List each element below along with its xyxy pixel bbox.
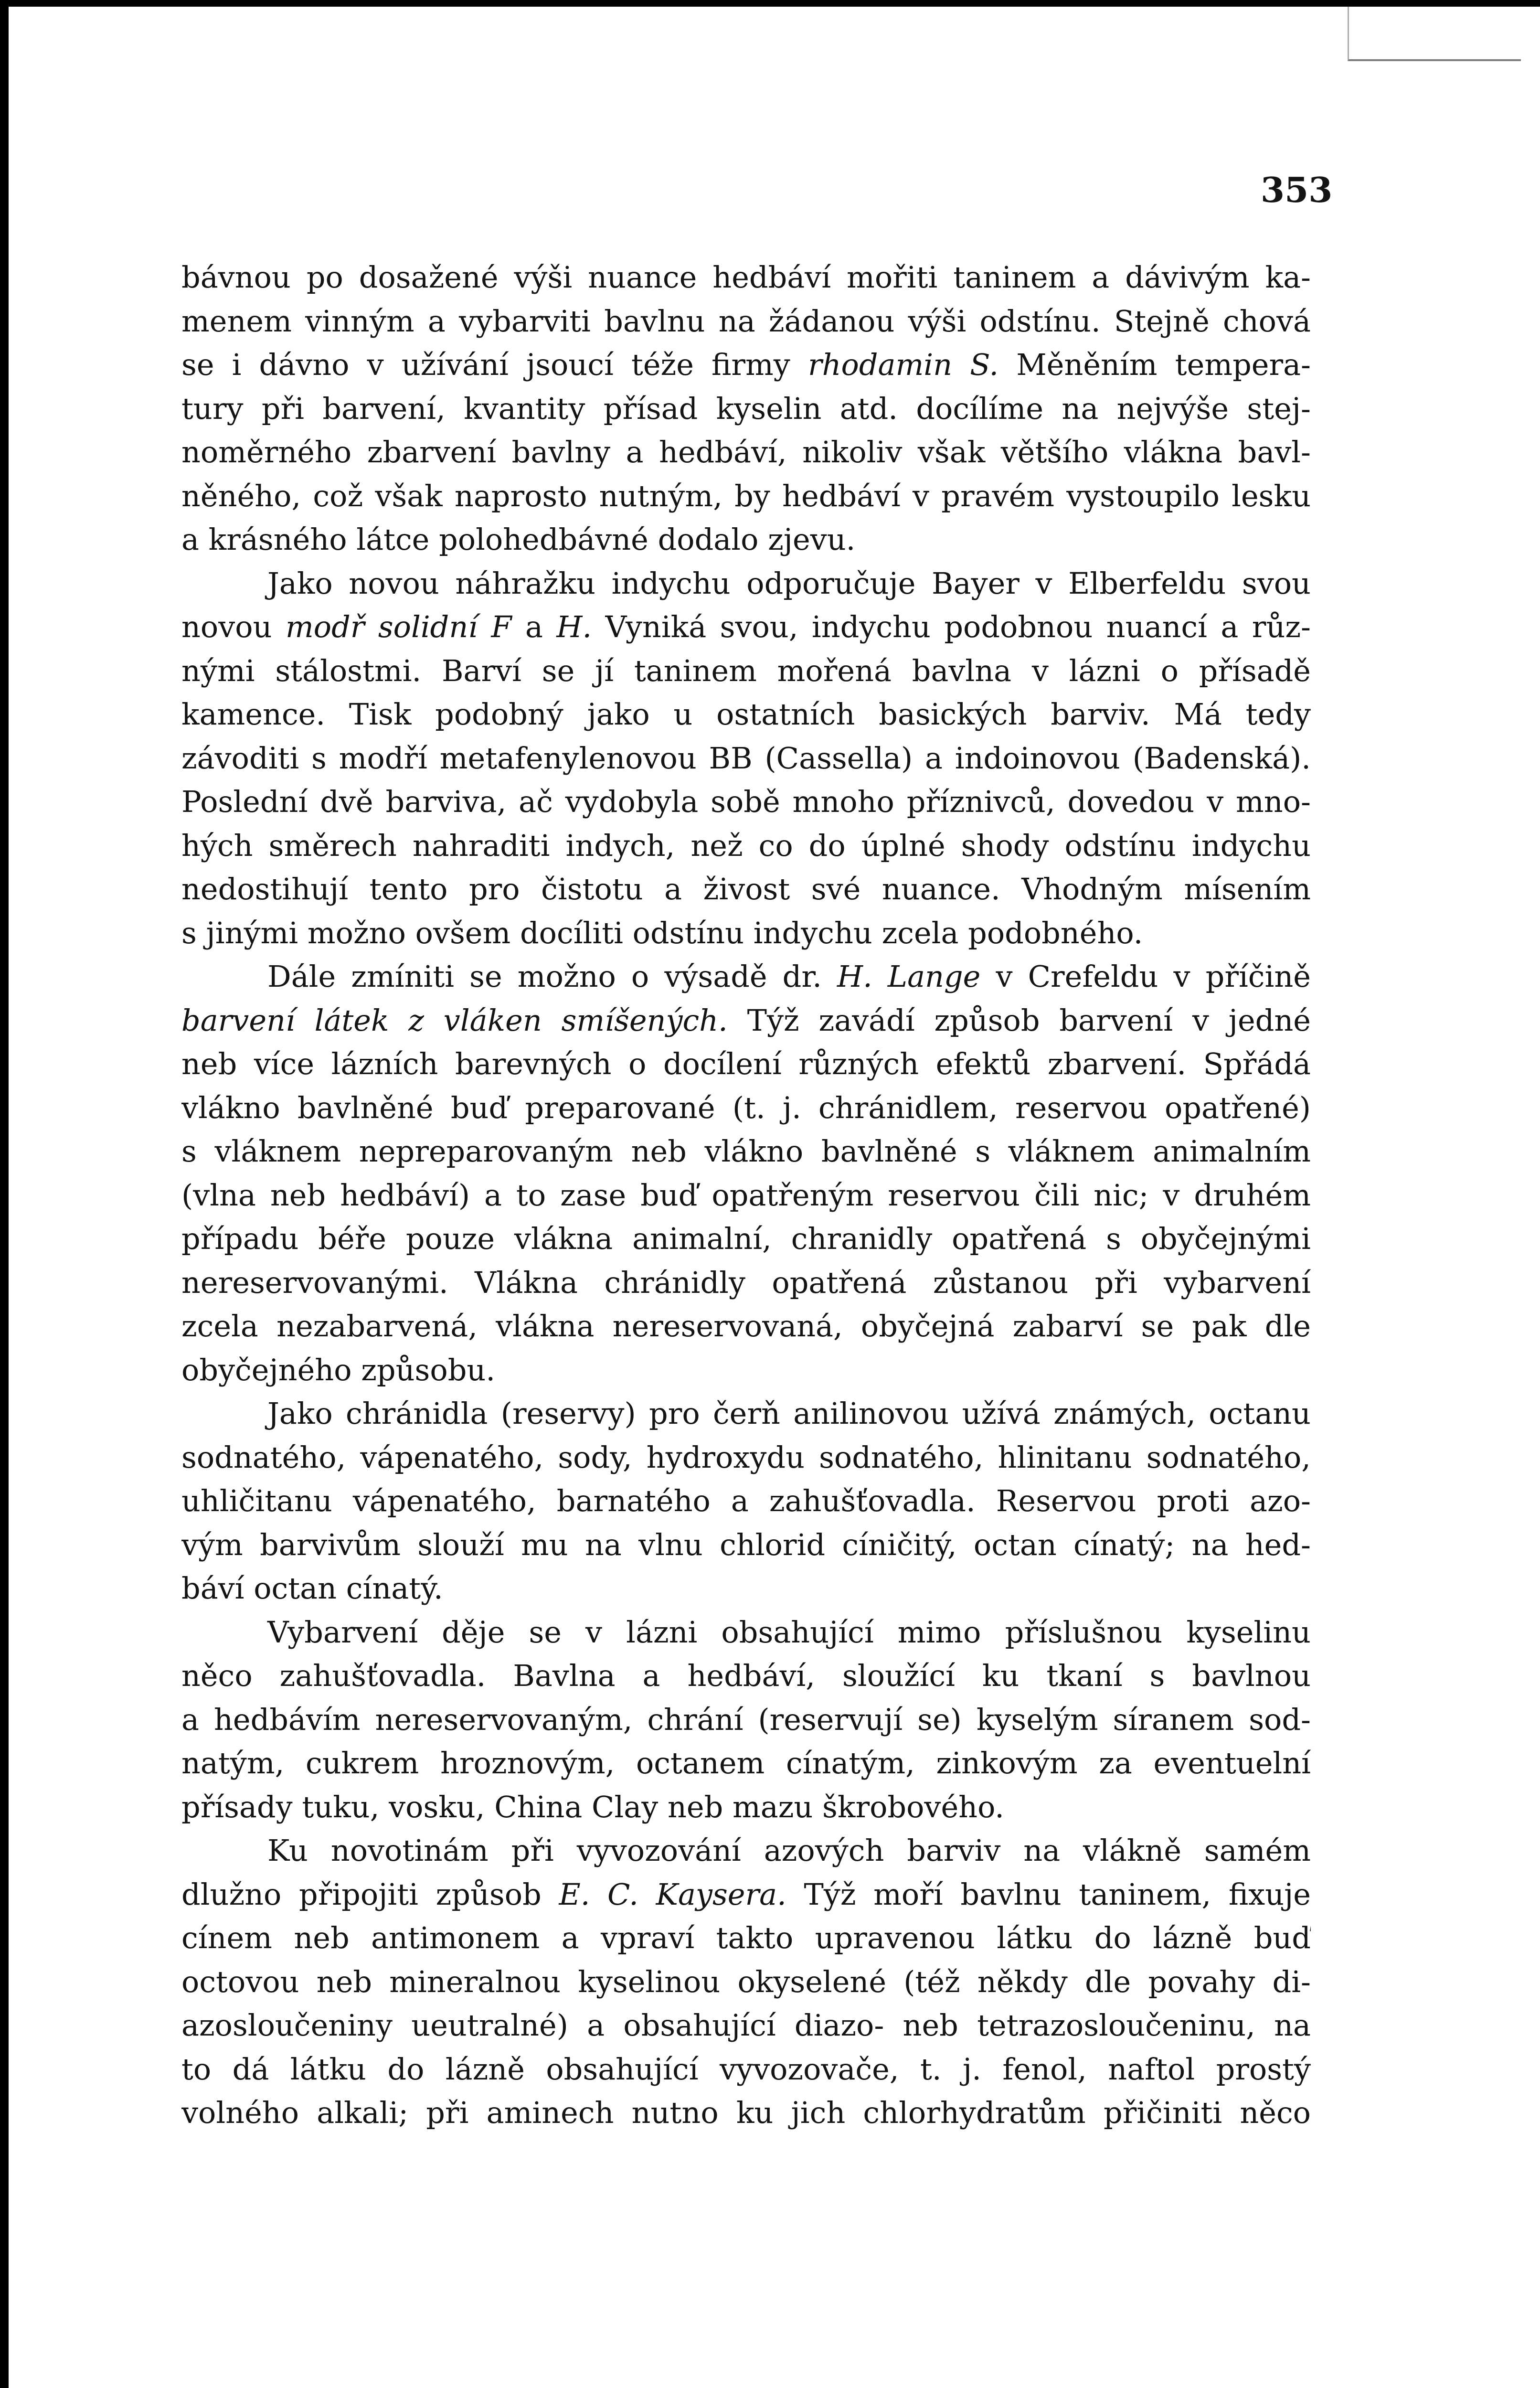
italic-text: H. — [556, 609, 592, 644]
text-line — [181, 1829, 1311, 1873]
text-line — [181, 1130, 1311, 1173]
text-line — [181, 605, 1311, 649]
text-line — [181, 867, 1311, 911]
text-line — [181, 824, 1311, 868]
text-line — [181, 518, 1311, 562]
text-line — [181, 562, 1311, 606]
text-run: se i dávno v užívání jsoucí téže firmy — [181, 347, 808, 382]
text-run: Poslední dvě barviva, ač vydobyla sobě mnoho příznivců, dovedou v mno- — [181, 784, 1311, 819]
text-line — [181, 2004, 1311, 2047]
text-run: octovou neb mineralnou kyselinou okyselené (též někdy dle povahy di- — [181, 1964, 1311, 1999]
text-line — [181, 474, 1311, 518]
text-line — [181, 955, 1311, 999]
text-line — [181, 1217, 1311, 1261]
text-line — [181, 1960, 1311, 2004]
text-line — [181, 1436, 1311, 1480]
text-line — [181, 1042, 1311, 1086]
text-line — [181, 1261, 1311, 1305]
text-run: tury při barvení, kvantity přísad kyselin atd. docílíme na nejvýše stej- — [181, 391, 1311, 426]
text-line — [181, 999, 1311, 1043]
text-line — [181, 649, 1311, 693]
text-run: hých směrech nahraditi indych, než co do úplné shody odstínu indychu — [181, 828, 1311, 863]
text-run: Týž moří bavlnu taninem, fixuje — [786, 1876, 1311, 1912]
text-line — [181, 256, 1311, 299]
text-run: s jinými možno ovšem docíliti odstínu indychu zcela podobného. — [181, 915, 1143, 950]
text-line — [181, 299, 1311, 343]
text-run: Ku novotinám při vyvozování azových barviv na vlákně samém — [267, 1833, 1311, 1868]
text-run: (vlna neb hedbáví) a to zase buď opatřeným reservou čili nic; v druhém — [181, 1177, 1311, 1213]
text-run: to dá látku do lázně obsahující vyvozovače, t. j. fenol, naftol prostý — [181, 2051, 1311, 2087]
body-text — [181, 256, 1311, 2135]
text-line — [181, 2091, 1311, 2135]
text-run: v Crefeldu v příčině — [980, 959, 1311, 994]
text-line — [181, 2047, 1311, 2091]
page-number: 353 — [1261, 170, 1333, 210]
italic-text: H. Lange — [837, 959, 981, 994]
text-line — [181, 387, 1311, 431]
text-line — [181, 1610, 1311, 1654]
text-line — [181, 780, 1311, 824]
text-run: nedostihují tento pro čistotu a živost své nuance. Vhodným mísením — [181, 872, 1311, 906]
italic-text: barvení látek z vláken smíšených. — [181, 1002, 728, 1038]
text-line — [181, 1348, 1311, 1392]
text-run: cínem neb antimonem a vpraví takto upravenou látku do lázně buď — [181, 1920, 1311, 1955]
text-line — [181, 1479, 1311, 1523]
text-run: novou — [181, 609, 286, 644]
text-run: volného alkali; při aminech nutno ku jich chlorhydratům přičiniti něco — [181, 2095, 1311, 2130]
text-run: báví octan cínatý. — [181, 1571, 443, 1606]
text-run: Týž zavádí způsob barvení v jedné — [727, 1002, 1311, 1038]
text-line — [181, 1741, 1311, 1785]
text-line — [181, 1086, 1311, 1130]
text-run: přísady tuku, vosku, China Clay neb mazu škrobového. — [181, 1789, 1005, 1824]
text-line — [181, 430, 1311, 474]
text-run: zcela nezabarvená, vlákna nereservovaná, obyčejná zabarví se pak dle — [181, 1309, 1311, 1343]
text-line — [181, 911, 1311, 955]
text-run: s vláknem nepreparovaným neb vlákno bavlněné s vláknem animalním — [181, 1134, 1311, 1169]
text-line — [181, 1785, 1311, 1829]
text-run: sodnatého, vápenatého, sody, hydroxydu sodnatého, hlinitanu sodnatého, — [181, 1439, 1311, 1475]
text-run: Měněním tempera- — [998, 347, 1311, 382]
text-line — [181, 1304, 1311, 1348]
text-run: kamence. Tisk podobný jako u ostatních basických barviv. Má tedy — [181, 697, 1311, 732]
text-run: a hedbávím nereservovaným, chrání (reservují se) kyselým síranem sod- — [181, 1702, 1311, 1737]
text-run: Jako novou náhražku indychu odporučuje Bayer v Elberfeldu svou — [267, 565, 1311, 601]
text-line — [181, 1392, 1311, 1436]
text-line — [181, 1567, 1311, 1610]
text-line — [181, 1523, 1311, 1567]
text-run: natým, cukrem hroznovým, octanem cínatým, zinkovým za eventuelní — [181, 1746, 1311, 1780]
italic-text: rhodamin S. — [807, 347, 999, 382]
text-run: obyčejného způsobu. — [181, 1352, 496, 1387]
text-run: uhličitanu vápenatého, barnatého a zahušťovadla. Reservou proti azo- — [181, 1483, 1311, 1518]
text-line — [181, 736, 1311, 780]
text-run: Vybarvení děje se v lázni obsahující mimo příslušnou kyselinu — [267, 1614, 1311, 1650]
text-run: nými stálostmi. Barví se jí taninem mořená bavlna v lázni o přísadě — [181, 653, 1311, 688]
text-run: azosloučeniny ueutralné) a obsahující diazo- neb tetrazosloučeninu, na — [181, 2008, 1311, 2043]
italic-text: modř solidní F — [285, 609, 512, 644]
text-line — [181, 343, 1311, 387]
text-run: Vyniká svou, indychu podobnou nuancí a růz- — [592, 609, 1311, 644]
text-run: nereservovanými. Vlákna chránidly opatřená zůstanou při vybarvení — [181, 1265, 1311, 1300]
text-run: a — [511, 609, 557, 644]
text-run: neb více lázních barevných o docílení různých efektů zbarvení. Spřádá — [181, 1046, 1311, 1081]
text-run: menem vinným a vybarviti bavlnu na žádanou výši odstínu. Stejně chová — [181, 303, 1311, 339]
text-run: případu béře pouze vlákna animalní, chranidly opatřená s obyčejnými — [181, 1221, 1311, 1256]
text-run: noměrného zbarvení bavlny a hedbáví, nikoliv však většího vlákna bavl- — [181, 435, 1311, 469]
text-run: závoditi s modří metafenylenovou BB (Cassella) a indoinovou (Badenská). — [181, 740, 1311, 776]
text-run: Dále zmíniti se možno o výsadě dr. — [267, 959, 838, 994]
text-line — [181, 1916, 1311, 1960]
text-line — [181, 693, 1311, 736]
text-line — [181, 1173, 1311, 1217]
text-run: vým barvivům slouží mu na vlnu chlorid cíničitý, octan cínatý; na hed- — [181, 1527, 1311, 1562]
text-run: Jako chránidla (reservy) pro čerň anilinovou užívá známých, octanu — [267, 1396, 1311, 1431]
text-line — [181, 1654, 1311, 1698]
text-run: něco zahušťovadla. Bavlna a hedbáví, sloužící ku tkaní s bavlnou — [181, 1658, 1311, 1693]
text-run: a krásného látce polohedbávné dodalo zjevu. — [181, 522, 856, 557]
text-run: dlužno připojiti způsob — [181, 1876, 559, 1912]
text-run: něného, což však naprosto nutným, by hedbáví v pravém vystoupilo lesku — [181, 478, 1311, 513]
text-line — [181, 1873, 1311, 1917]
italic-text: E. C. Kaysera. — [559, 1876, 786, 1912]
text-line — [181, 1698, 1311, 1742]
text-run: vlákno bavlněné buď preparované (t. j. chránidlem, reservou opatřené) — [181, 1090, 1311, 1125]
text-run: bávnou po dosažené výši nuance hedbáví mořiti taninem a dávivým ka- — [181, 260, 1311, 295]
